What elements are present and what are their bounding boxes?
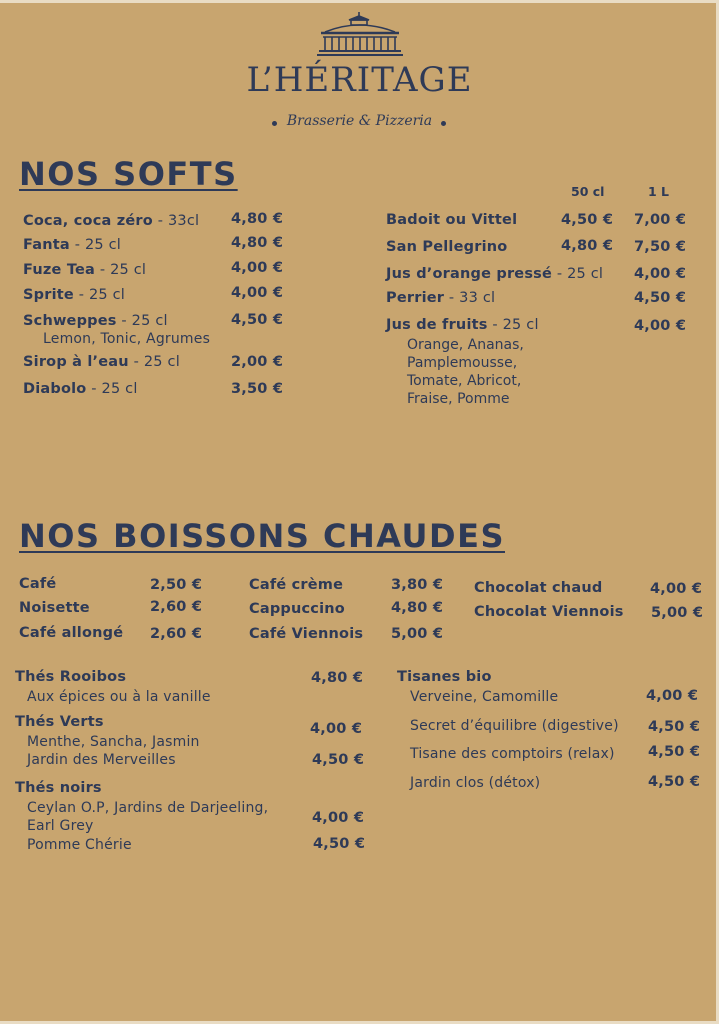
tea-heading: Thés Verts: [15, 714, 104, 730]
soft-item: Schweppes - 25 cl: [23, 313, 168, 329]
hot-item: Noisette: [19, 600, 90, 616]
hot-item: Café allongé: [19, 625, 124, 641]
tea-detail: Menthe, Sancha, Jasmin: [27, 734, 200, 750]
building-pavilion-icon: [315, 12, 405, 58]
hot-item: Cappuccino: [249, 601, 345, 617]
tea-price: 4,80 €: [311, 670, 364, 686]
tisane-item: Secret d’équilibre (digestive): [410, 718, 619, 734]
col-head-50cl: 50 cl: [571, 184, 605, 199]
soft-price: 3,50 €: [231, 381, 284, 397]
tisane-price: 4,00 €: [646, 688, 699, 704]
tea-detail: Earl Grey: [27, 818, 94, 834]
col-head-1l: 1 L: [648, 184, 670, 199]
soft-detail: Orange, Ananas, Pamplemousse, Tomate, Abricot, Fraise, Pomme: [407, 337, 524, 407]
hot-price: 2,60 €: [150, 626, 203, 642]
softs-title: NOS SOFTS: [19, 155, 238, 193]
hot-price: 5,00 €: [651, 605, 704, 621]
soft-item: San Pellegrino: [386, 239, 508, 255]
soft-item: Fanta - 25 cl: [23, 237, 122, 253]
soft-price-50cl: 4,50 €: [561, 212, 614, 228]
soft-item: Sprite - 25 cl: [23, 287, 126, 303]
tisane-item: Jardin clos (détox): [410, 775, 541, 791]
soft-price-1l: 4,00 €: [634, 266, 687, 282]
tea-heading: Thés noirs: [15, 780, 102, 796]
hot-price: 4,80 €: [391, 600, 444, 616]
brand-name: L’HÉRITAGE: [246, 60, 473, 100]
soft-item: Jus de fruits - 25 cl: [386, 317, 539, 333]
hot-item: Chocolat chaud: [474, 580, 603, 596]
hot-item: Café Viennois: [249, 626, 364, 642]
tisane-item: Verveine, Camomille: [410, 689, 559, 705]
tisane-item: Tisane des comptoirs (relax): [410, 746, 615, 762]
soft-price-50cl: 4,80 €: [561, 238, 614, 254]
soft-price-1l: 7,50 €: [634, 239, 687, 255]
hot-price: 2,60 €: [150, 599, 203, 615]
tisane-price: 4,50 €: [648, 744, 701, 760]
soft-price: 4,00 €: [231, 260, 284, 276]
soft-item: Jus d’orange pressé - 25 cl: [386, 266, 604, 282]
chaudes-title: NOS BOISSONS CHAUDES: [19, 517, 505, 555]
soft-detail: Lemon, Tonic, Agrumes: [43, 331, 211, 347]
soft-price: 4,50 €: [231, 312, 284, 328]
tea-price: 4,00 €: [310, 721, 363, 737]
soft-price-1l: 4,50 €: [634, 290, 687, 306]
tagline-dot-right: [441, 121, 446, 126]
hot-price: 4,00 €: [650, 581, 703, 597]
hot-item: Chocolat Viennois: [474, 604, 624, 620]
tea-price: 4,50 €: [313, 836, 366, 852]
tea-detail: Ceylan O.P, Jardins de Darjeeling,: [27, 800, 269, 816]
soft-price: 4,80 €: [231, 211, 284, 227]
soft-item: Badoit ou Vittel: [386, 212, 518, 228]
tisane-heading: Tisanes bio: [397, 669, 492, 685]
soft-item: Perrier - 33 cl: [386, 290, 496, 306]
soft-price: 4,80 €: [231, 235, 284, 251]
tagline: Brasserie & Pizzeria: [286, 113, 433, 129]
soft-price-1l: 4,00 €: [634, 318, 687, 334]
hot-price: 3,80 €: [391, 577, 444, 593]
hot-item: Café crème: [249, 577, 344, 593]
hot-price: 2,50 €: [150, 577, 203, 593]
hot-price: 5,00 €: [391, 626, 444, 642]
tea-price: 4,50 €: [312, 752, 365, 768]
soft-item: Diabolo - 25 cl: [23, 381, 138, 397]
tea-detail: Pomme Chérie: [27, 837, 132, 853]
soft-price: 4,00 €: [231, 285, 284, 301]
soft-item: Fuze Tea - 25 cl: [23, 262, 147, 278]
tea-detail: Aux épices ou à la vanille: [27, 689, 211, 705]
soft-price: 2,00 €: [231, 354, 284, 370]
soft-item: Sirop à l’eau - 25 cl: [23, 354, 180, 370]
soft-item: Coca, coca zéro - 33cl: [23, 213, 200, 229]
soft-price-1l: 7,00 €: [634, 212, 687, 228]
hot-item: Café: [19, 576, 57, 592]
tisane-price: 4,50 €: [648, 719, 701, 735]
tea-heading: Thés Rooibos: [15, 669, 127, 685]
frame-top: [0, 0, 719, 3]
tisane-price: 4,50 €: [648, 774, 701, 790]
tea-detail: Jardin des Merveilles: [27, 752, 176, 768]
tea-price: 4,00 €: [312, 810, 365, 826]
